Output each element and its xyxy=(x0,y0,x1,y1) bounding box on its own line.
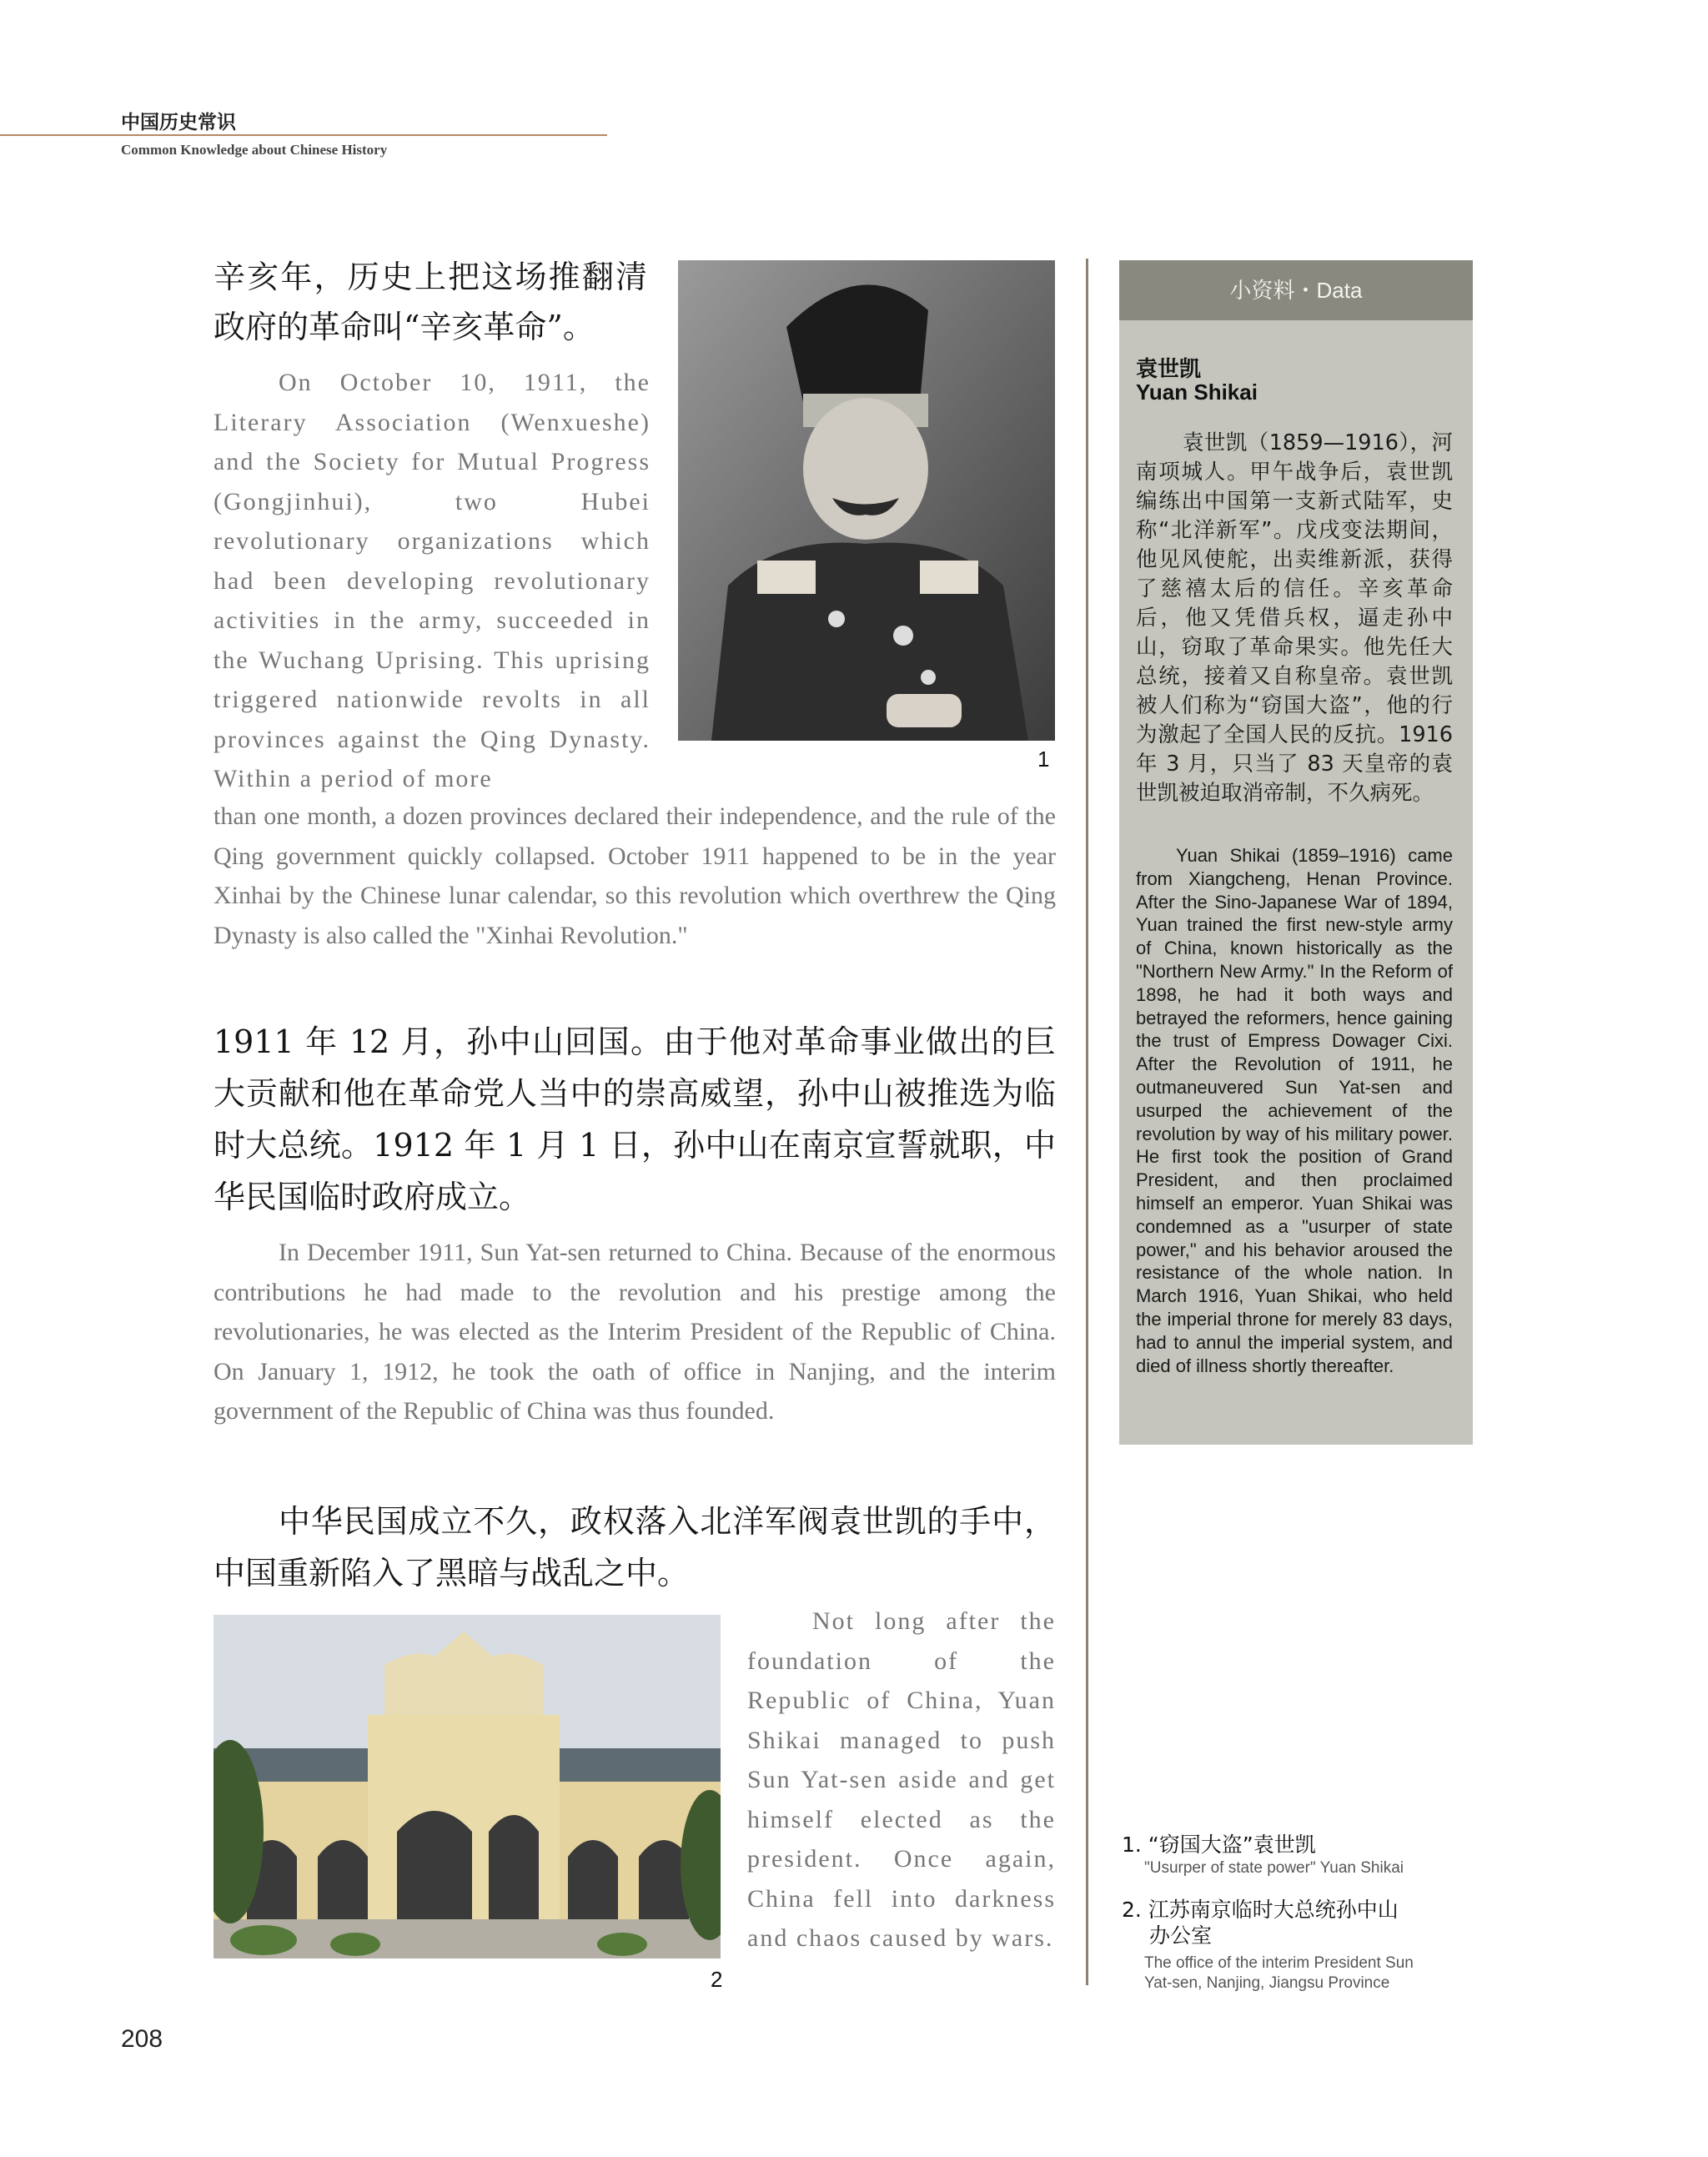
paragraph-3-en: Not long after the foundation of the Republic of China, Yuan Shikai managed to push Sun Yat-sen aside and get himself elected as the president. Once again, China fell into darkness and chaos caused by wars. xyxy=(747,1607,1056,1952)
caption-2-cn-line2: 办公室 xyxy=(1149,1923,1213,1948)
column-divider xyxy=(1086,259,1088,1985)
paragraph-2-cn: 1911 年 12 月，孙中山回国。由于他对革命事业做出的巨大贡献和他在革命党人当中的崇高威望，孙中山被推选为临时大总统。1912 年 1 月 1 日，孙中山在南京宣誓就职，中华民国临时政府成立。 xyxy=(214,1023,1056,1215)
sidebar-title-cn: 袁世凯 xyxy=(1136,357,1202,382)
sidebar-header: 小资料・Data xyxy=(1119,260,1473,320)
paragraph-1-en-continued: than one month, a dozen provinces declared their independence, and the rule of the Qing government quickly collapsed. October 1911 happened to be in the year Xinhai by the Chinese lunar calendar, so this revolution which overthrew the Qing Dynasty is also called the "Xinhai Revolution." xyxy=(214,802,1056,949)
paragraph-1-cn: 辛亥年，历史上把这场推翻清政府的革命叫“辛亥革命”。 xyxy=(214,259,647,345)
building-illustration xyxy=(214,1615,721,1958)
sidebar-title-en: Yuan Shikai xyxy=(1136,380,1258,405)
caption-2-en-line1: The office of the interim President Sun xyxy=(1144,1954,1414,1972)
paragraph-2-en: In December 1911, Sun Yat-sen returned to China. Because of the enormous contributions he had made to the revolution and his prestige among the revolutionaries, he was elected as the Interim President of the Republic of China. On January 1, 1912, he took the oath of office in Nanjing, and the interim government of the Republic of China was thus founded. xyxy=(214,1239,1056,1425)
page-number: 208 xyxy=(121,2025,163,2053)
running-title-cn: 中国历史常识 xyxy=(121,111,236,133)
paragraph-3-cn: 中华民国成立不久，政权落入北洋军阀袁世凯的手中，中国重新陷入了黑暗与战乱之中。 xyxy=(214,1503,1056,1591)
caption-2-en-line2: Yat-sen, Nanjing, Jiangsu Province xyxy=(1144,1974,1390,1992)
sidebar-body-en: Yuan Shikai (1859–1916) came from Xiangcheng, Henan Province. After the Sino-Japanese War of 1894, Yuan trained the first new-style army of China, known historically as the "Northern New Army." In the Reform of 1898, he had it both ways and betrayed the reformers, hence gaining the trust of Empress Dowager Cixi. After the Revolution of 1911, he outmaneuvered Sun Yat-sen and usurped the achievement of the revolution by way of his military power. He first took the position of Grand President, and then proclaimed himself an emperor. Yuan Shikai was condemned as a "usurper of state power," and his behavior aroused the resistance of the whole nation. In March 1916, Yuan Shikai, who held the imperial throne for merely 83 days, had to annul the imperial system, and died of illness shortly thereafter. xyxy=(1136,845,1453,1376)
header-rule xyxy=(0,134,607,136)
caption-1-en: "Usurper of state power" Yuan Shikai xyxy=(1144,1859,1404,1877)
sidebar-body-cn: 袁世凯（1859—1916），河南项城人。甲午战争后，袁世凯编练出中国第一支新式陆军，史称“北洋新军”。戊戌变法期间，他见风使舵，出卖维新派，获得了慈禧太后的信任。辛亥革命后，他又凭借兵权，逼走孙中山，窃取了革命果实。他先任大总统，接着又自称皇帝。袁世凯被人们称为“窃国大盗”，他的行为激起了全国人民的反抗。1916 年 3 月，只当了 83 天皇帝的袁世凯被迫取消帝制，不久病死。 xyxy=(1136,430,1453,806)
figure-1-number: 1 xyxy=(1037,747,1050,772)
figure-2-number: 2 xyxy=(711,1967,723,1992)
yuan-shikai-portrait-photo xyxy=(678,260,1055,741)
portrait-illustration xyxy=(678,260,1055,741)
paragraph-1-en-wrapped: On October 10, 1911, the Literary Association (Wenxueshe) and the Society for Mutual Progress (Gongjinhui), two Hubei revolutionary organizations which had been developing revolutionary activities in the army, succeeded in the Wuchang Uprising. This uprising triggered nationwide revolts in all provinces against the Qing Dynasty. Within a period of more xyxy=(214,369,651,792)
caption-2-cn-line1: 2. 江苏南京临时大总统孙中山 xyxy=(1122,1898,1399,1922)
running-title-en: Common Knowledge about Chinese History xyxy=(121,142,388,158)
nanjing-office-photo xyxy=(214,1615,721,1958)
caption-1-cn: 1. “窃国大盗”袁世凯 xyxy=(1122,1833,1316,1857)
